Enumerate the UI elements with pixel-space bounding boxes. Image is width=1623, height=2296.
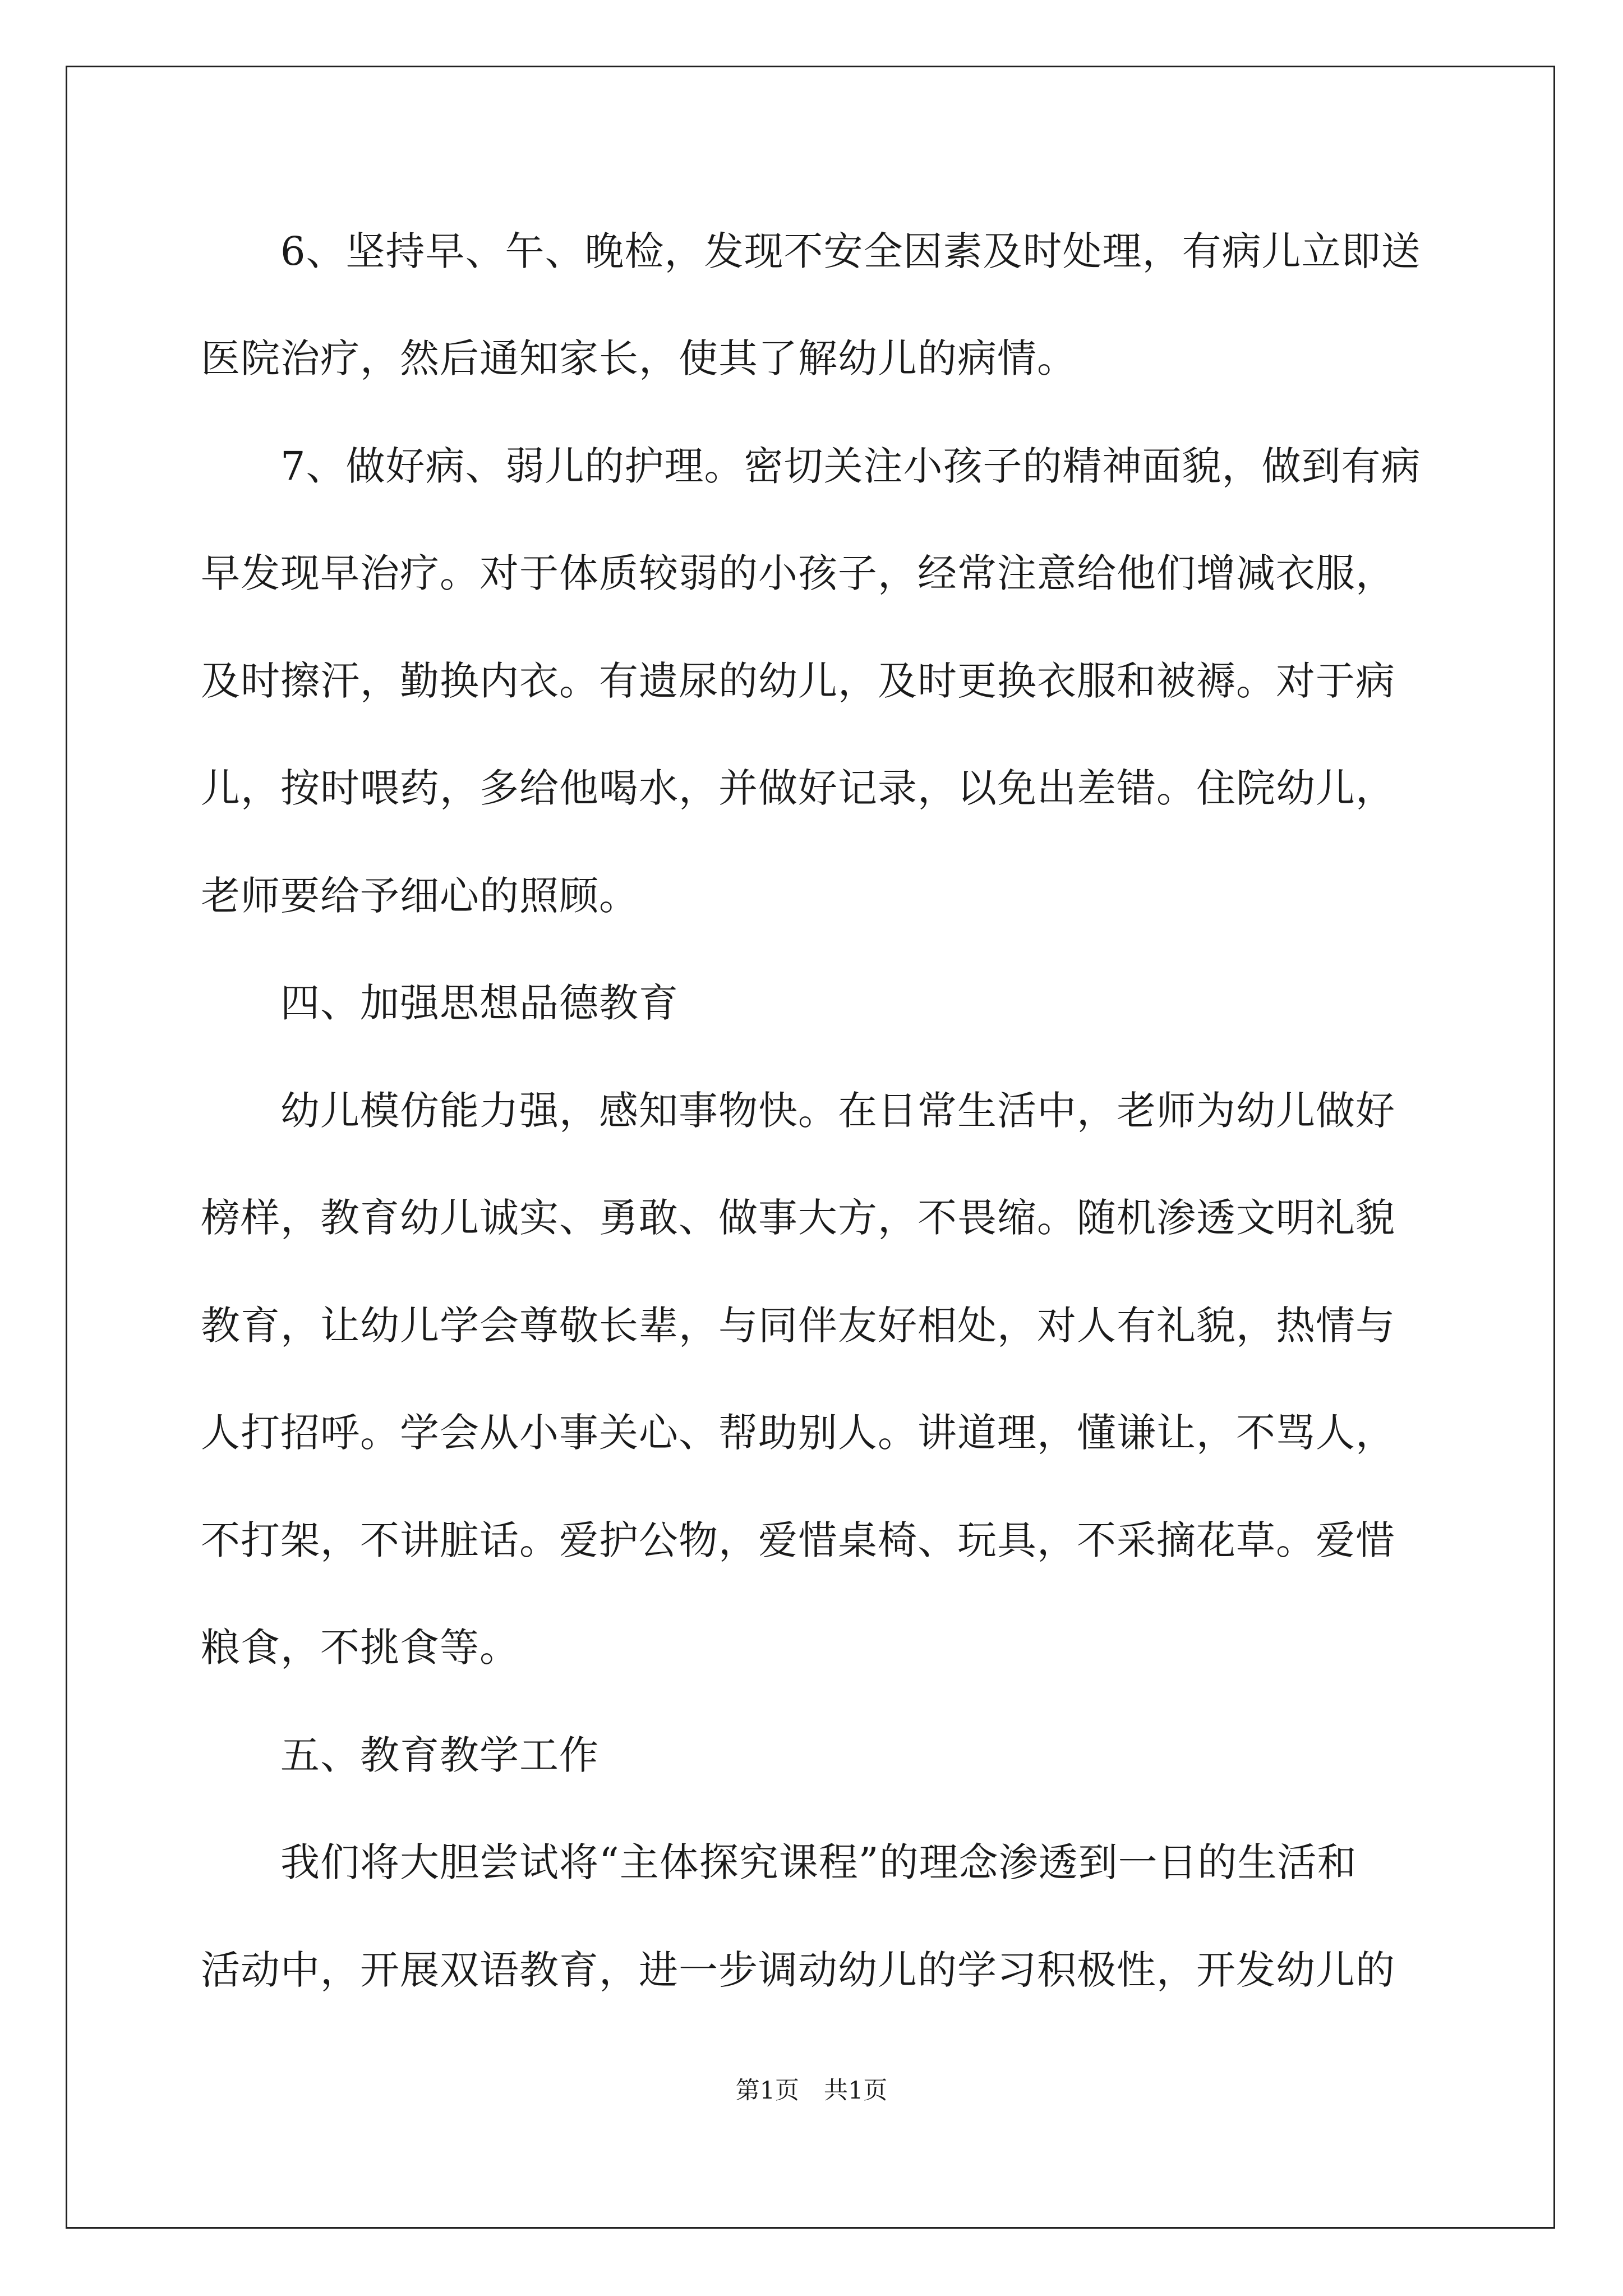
page-number: 第1页	[735, 2077, 799, 2105]
paragraph-line: 幼儿模仿能力强，感知事物快。在日常生活中，老师为幼儿做好	[280, 1088, 1395, 1134]
paragraph-line: 人打招呼。学会从小事关心、帮助别人。讲道理，懂谦让，不骂人，	[201, 1410, 1395, 1456]
paragraph-line: 儿，按时喂药，多给他喝水，并做好记录，以免出差错。住院幼儿，	[201, 765, 1395, 811]
section-heading: 五、教育教学工作	[280, 1732, 599, 1778]
section-heading: 四、加强思想品德教育	[280, 980, 679, 1026]
paragraph-line: 7、做好病、弱儿的护理。密切关注小孩子的精神面貌，做到有病	[280, 443, 1421, 489]
paragraph-line: 早发现早治疗。对于体质较弱的小孩子，经常注意给他们增减衣服，	[201, 550, 1395, 596]
paragraph-line: 活动中，开展双语教育，进一步调动幼儿的学习积极性，开发幼儿的	[201, 1947, 1395, 1993]
page-footer	[0, 2074, 1623, 2108]
page-total: 共1页	[824, 2077, 888, 2105]
paragraph-line: 及时擦汗，勤换内衣。有遗尿的幼儿，及时更换衣服和被褥。对于病	[201, 658, 1395, 704]
page-border	[66, 66, 1555, 2229]
paragraph-line: 教育，让幼儿学会尊敬长辈，与同伴友好相处，对人有礼貌，热情与	[201, 1303, 1395, 1349]
paragraph-line: 医院治疗，然后通知家长，使其了解幼儿的病情。	[201, 335, 1077, 381]
paragraph-line: 6、坚持早、午、晚检，发现不安全因素及时处理，有病儿立即送	[280, 228, 1421, 274]
paragraph-line: 老师要给予细心的照顾。	[201, 873, 639, 919]
paragraph-line: 不打架，不讲脏话。爱护公物，爱惜桌椅、玩具，不采摘花草。爱惜	[201, 1517, 1395, 1563]
paragraph-line: 我们将大胆尝试将“主体探究课程”的理念渗透到一日的生活和	[280, 1839, 1357, 1885]
paragraph-line: 粮食，不挑食等。	[201, 1625, 519, 1671]
paragraph-line: 榜样，教育幼儿诚实、勇敢、做事大方，不畏缩。随机渗透文明礼貌	[201, 1195, 1395, 1241]
